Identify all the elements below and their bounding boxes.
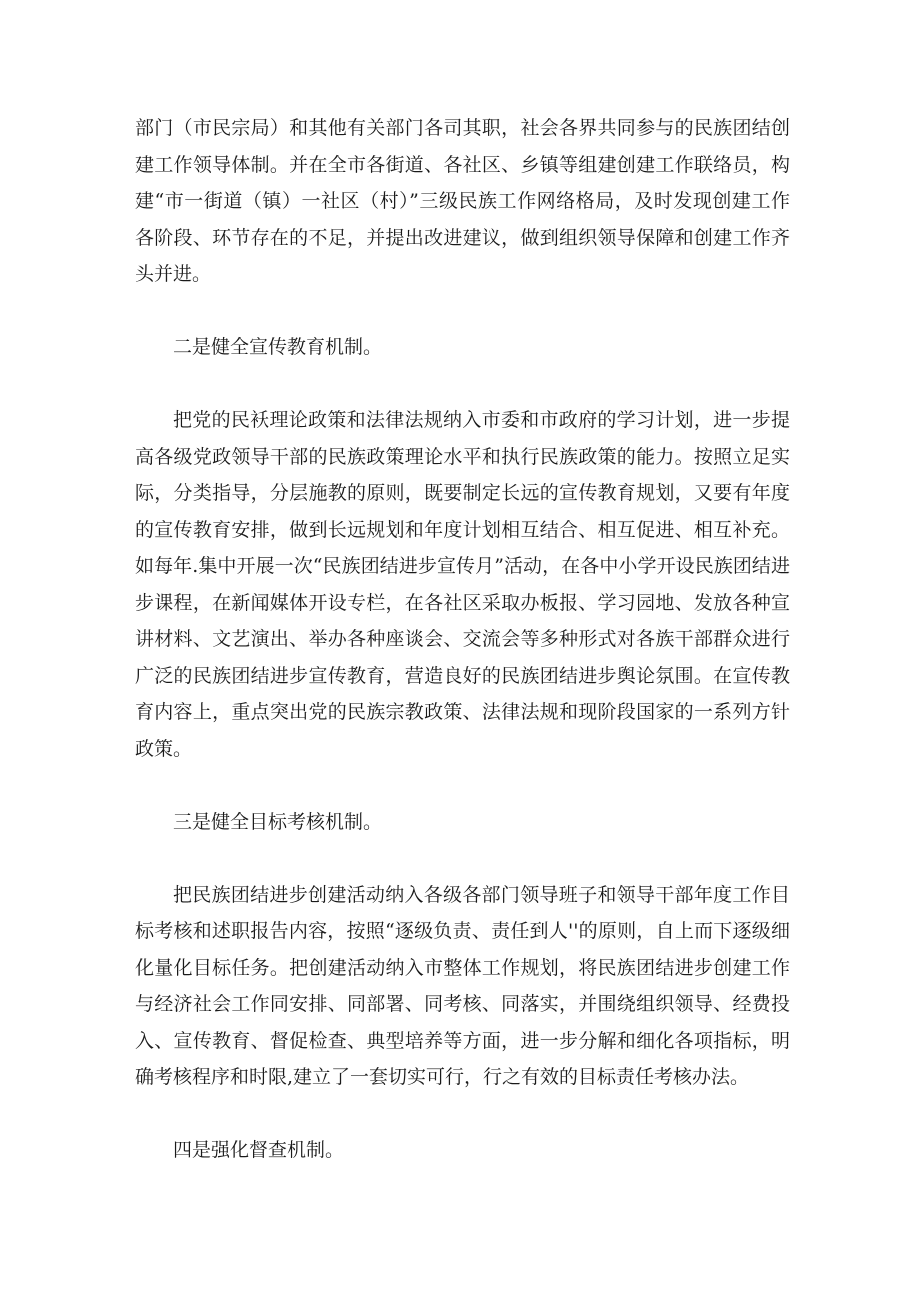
paragraph-publicity-education: 把党的民袄理论政策和法律法规纳入市委和市政府的学习计划，进一步提高各级党政领导干部的民族政策理论水平和执行民族政策的能力。按照立足实际，分类指导，分层施教的原则，既要制定长远的宣传教育规划，又要有年度的宣传教育安排，做到长远规划和年度计划相互结合、相互促进、相互补充。如每年.集中开展一次“民族团结进步宣传月”活动，在各中小学开设民族团结进步课程，在新闻媒体开设专栏，在各社区采取办板报、学习园地、发放各种宣讲材料、文艺演出、举办各种座谈会、交流会等多种形式对各族干部群众进行广泛的民族团结进步宣传教育，营造良好的民族团结进步舆论氛围。在宣传教育内容上，重点突出党的民族宗教政策、法律法规和现阶段国家的一系列方针政策。 <box>135 409 790 760</box>
section-heading-supervision: 四是强化督查机制。 <box>173 1139 345 1161</box>
section-heading-target-assessment: 三是健全目标考核机制。 <box>173 810 383 833</box>
section-heading-publicity-education: 二是健全宣传教育机制。 <box>173 336 383 358</box>
paragraph-target-assessment: 把民族团结进步创建活动纳入各级各部门领导班子和领导干部年度工作目标考核和述职报告内容，按照“逐级负责、责任到人''的原则，自上而下逐级细化量化目标任务。把创建活动纳入市整体工作规划，将民族团结进步创建工作与经济社会工作同安排、同部署、同考核、同落实，并围绕组织领导、经费投入、宣传教育、督促检查、典型培养等方面，进一步分解和细化各项指标，明确考核程序和时限,建立了一套切实可行，行之有效的目标责任考核办法。 <box>135 883 790 1088</box>
paragraph-leadership-system: 部门（市民宗局）和其他有关部门各司其职，社会各界共同参与的民族团结创建工作领导体制。并在全市各街道、各社区、乡镇等组建创建工作联络员，构建“市一街道（镇）一社区（村）”三级民族工作网络格局，及时发现创建工作各阶段、环节存在的不足，并提出改进建议，做到组织领导保障和创建工作齐头并进。 <box>135 117 790 285</box>
document-body <box>135 110 790 1205</box>
